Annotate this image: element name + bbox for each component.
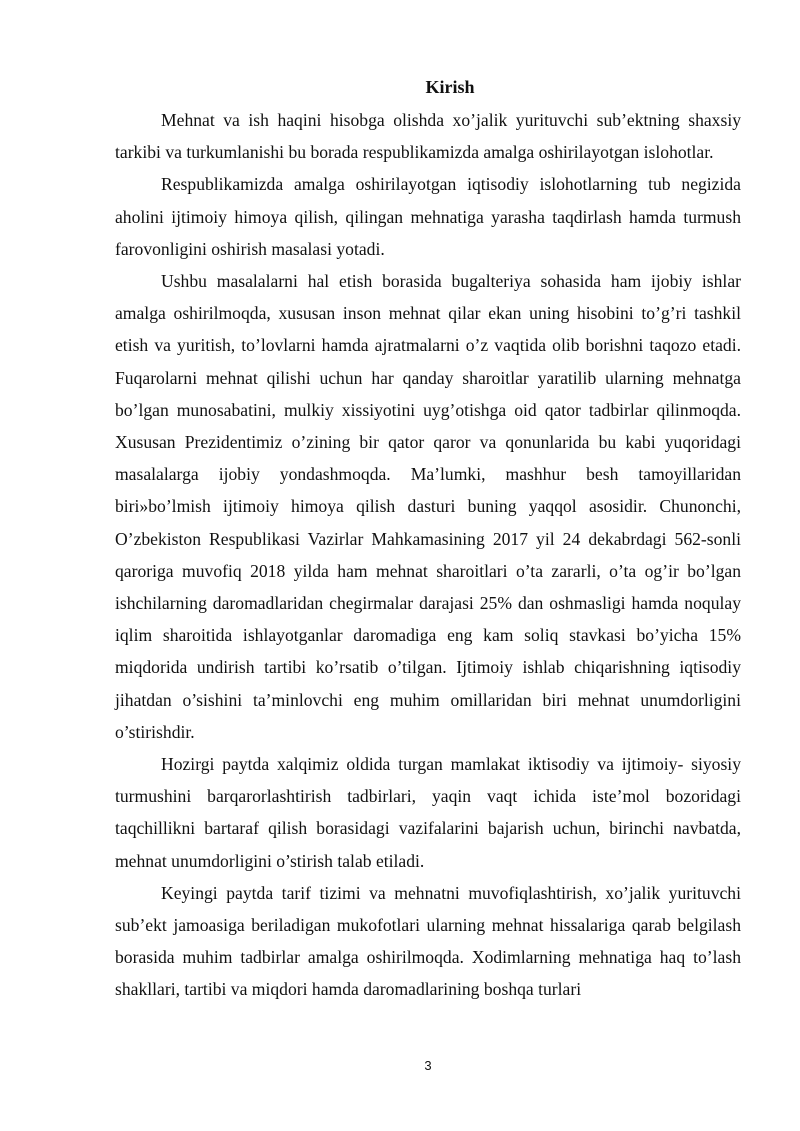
- paragraph-5: Keyingi paytda tarif tizimi va mehnatni muvofiqlashtirish, xo’jalik yurituvchi sub’ekt jamoasiga beriladigan mukofotlari ularning mehnat hissalariga qarab belgilash borasida muhim tadbirlar amalga oshirilmoqda. Xodimlarning mehnatiga haq to’lash shakllari, tartibi va miqdori hamda daromadlarining boshqa turlari: [115, 882, 741, 1000]
- paragraph-2: Respublikamizda amalga oshirilayotgan iqtisodiy islohotlarning tub negizida aholini ijtimoiy himoya qilish, qilingan mehnatiga yarasha taqdirlash hamda turmush farovonligini oshirish masalasi yotadi.: [115, 174, 741, 259]
- page-number: 3: [424, 1058, 432, 1073]
- section-title: Kirish: [425, 77, 475, 97]
- paragraph-3: Ushbu masalalarni hal etish borasida bugalteriya sohasida ham ijobiy ishlar amalga oshirilmoqda, xususan inson mehnat qilar ekan uning hisobini to’g’ri tashkil etish va yuritish, to’lovlarni hamda ajratmalarni o’z vaqtida olib borishni taqozo etadi. Fuqarolarni mehnat qilishi uchun har qanday sharoitlar yaratilib ularning mehnatga bo’lgan munosabatini, mulkiy xissiyotini uyg’otishga oid qator tadbirlar qilinmoqda. Xususan Prezidentimiz o’zining bir qator qaror va qonunlarida bu kabi yuqoridagi masalalarga ijobiy yondashmoqda. Ma’lumki, mashhur besh tamoyillaridan biri»bo’lmish ijtimoiy himoya qilish dasturi buning yaqqol asosidir. Chunonchi, O’zbekiston Respublikasi Vazirlar Mahkamasining 2017 yil 24 dekabrdagi 562-sonli qaroriga muvofiq 2018 yilda ham mehnat sharoitlari o’ta zararli, o’ta og’ir bo’lgan ishchilarning daromadlaridan chegirmalar darajasi 25% dan oshmasligi hamda noqulay iqlim sharoitida ishlayotganlar daromadiga eng kam soliq stavkasi bo’yicha 15% miqdorida undirish tartibi ko’rsatib o’tilgan. Ijtimoiy ishlab chiqarishning iqtisodiy jihatdan o’sishini ta’minlovchi eng muhim omillaridan biri mehnat unumdorligini o’stirishdir.: [115, 271, 741, 742]
- paragraph-4: Hozirgi paytda xalqimiz oldida turgan mamlakat iktisodiy va ijtimoiy- siyosiy turmushini barqarorlashtirish tadbirlari, yaqin vaqt ichida iste’mol bozoridagi taqchillikni bartaraf qilish borasidagi vazifalarini bajarish uchun, birinchi navbatda, mehnat unumdorligini o’stirish talab etiladi.: [115, 754, 741, 871]
- document-page: [115, 0, 741, 1131]
- paragraph-1: Mehnat va ish haqini hisobga olishda xo’jalik yurituvchi sub’ektning shaxsiy tarkibi va turkumlanishi bu borada respublikamizda amalga oshirilayotgan islohotlar.: [115, 110, 741, 163]
- body-text: [115, 104, 741, 1006]
